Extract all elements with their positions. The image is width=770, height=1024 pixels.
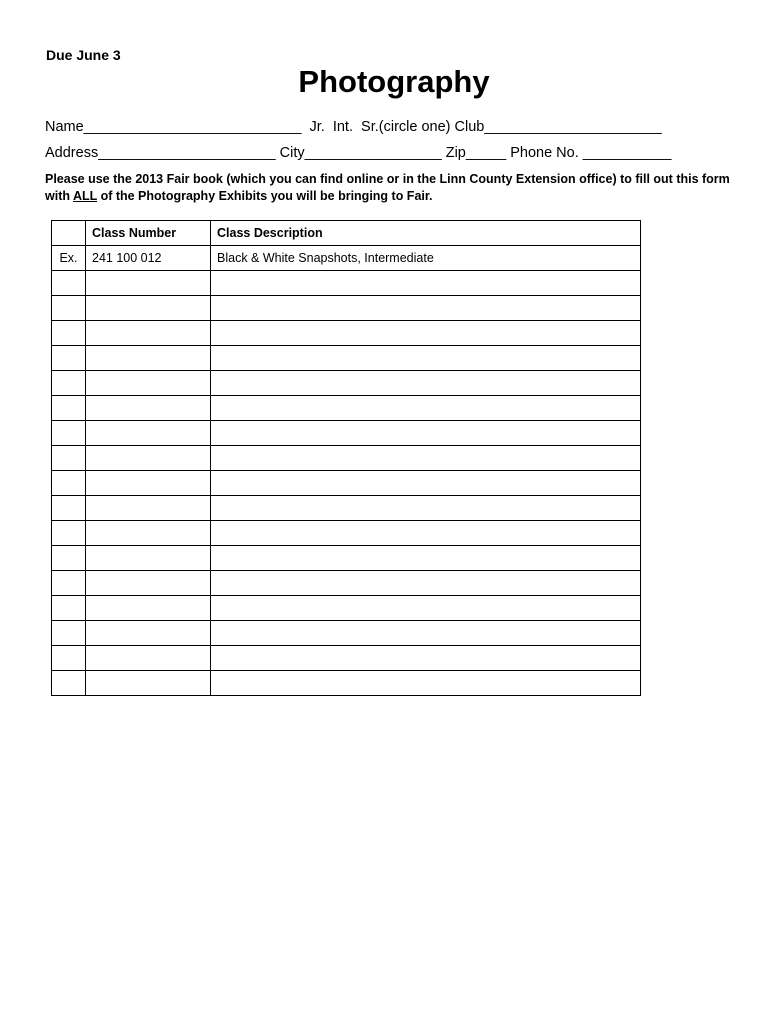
class-number-cell[interactable] (86, 271, 211, 296)
row-label-cell[interactable] (52, 621, 86, 646)
table-header-row (52, 221, 641, 246)
table-row (52, 421, 641, 446)
instructions (45, 171, 750, 205)
class-number-cell[interactable] (86, 496, 211, 521)
class-description-cell[interactable] (211, 521, 641, 546)
class-number-cell[interactable] (86, 446, 211, 471)
table-row (52, 496, 641, 521)
class-number-cell: 241 100 012 (86, 246, 211, 271)
row-label-cell[interactable] (52, 596, 86, 621)
class-description-cell[interactable] (211, 646, 641, 671)
class-description-cell[interactable] (211, 471, 641, 496)
class-description-cell[interactable] (211, 596, 641, 621)
exhibits-table (51, 220, 641, 696)
table-row (52, 446, 641, 471)
row-label-cell[interactable] (52, 346, 86, 371)
table-row (52, 646, 641, 671)
table-row (52, 671, 641, 696)
class-description-cell[interactable] (211, 396, 641, 421)
class-description-cell[interactable] (211, 321, 641, 346)
row-label-cell[interactable] (52, 671, 86, 696)
class-number-cell[interactable] (86, 521, 211, 546)
table-row (52, 321, 641, 346)
class-description-cell[interactable] (211, 296, 641, 321)
table-row (52, 396, 641, 421)
instructions-text-start: Please use the 2013 Fair book (which you can find online or in the Linn County Extension office) to fill out this form with (45, 172, 730, 203)
table-row (52, 596, 641, 621)
header-index (52, 221, 86, 246)
class-description-cell[interactable] (211, 446, 641, 471)
instructions-text-end: of the Photography Exhibits you will be bringing to Fair. (97, 189, 433, 203)
row-label-cell[interactable] (52, 521, 86, 546)
class-number-cell[interactable] (86, 371, 211, 396)
table-row (52, 371, 641, 396)
class-number-cell[interactable] (86, 646, 211, 671)
row-label-cell[interactable] (52, 496, 86, 521)
table-row (52, 621, 641, 646)
class-description-cell[interactable] (211, 271, 641, 296)
class-description-cell[interactable] (211, 671, 641, 696)
row-label-cell[interactable] (52, 471, 86, 496)
class-description-cell[interactable] (211, 346, 641, 371)
class-number-cell[interactable] (86, 346, 211, 371)
class-number-cell[interactable] (86, 546, 211, 571)
row-label-cell: Ex. (52, 246, 86, 271)
row-label-cell[interactable] (52, 296, 86, 321)
header-class-description: Class Description (211, 221, 641, 246)
table-row (52, 271, 641, 296)
class-number-cell[interactable] (86, 321, 211, 346)
row-label-cell[interactable] (52, 271, 86, 296)
class-description-cell[interactable] (211, 371, 641, 396)
class-number-cell[interactable] (86, 421, 211, 446)
row-label-cell[interactable] (52, 446, 86, 471)
name-club-line: Name___________________________ Jr. Int. Sr.(circle one) Club______________________ (45, 119, 662, 135)
class-number-cell[interactable] (86, 471, 211, 496)
class-description-cell[interactable] (211, 496, 641, 521)
class-number-cell[interactable] (86, 596, 211, 621)
class-description-cell: Black & White Snapshots, Intermediate (211, 246, 641, 271)
table-row (52, 346, 641, 371)
row-label-cell[interactable] (52, 546, 86, 571)
instructions-emphasis: ALL (73, 189, 98, 203)
row-label-cell[interactable] (52, 321, 86, 346)
class-number-cell[interactable] (86, 621, 211, 646)
table-row (52, 296, 641, 321)
table-row (52, 521, 641, 546)
table-body (52, 246, 641, 696)
page-title: Photography (298, 64, 490, 99)
class-description-cell[interactable] (211, 571, 641, 596)
row-label-cell[interactable] (52, 571, 86, 596)
row-label-cell[interactable] (52, 396, 86, 421)
row-label-cell[interactable] (52, 421, 86, 446)
row-label-cell[interactable] (52, 371, 86, 396)
example-row (52, 246, 641, 271)
header-class-number: Class Number (86, 221, 211, 246)
class-description-cell[interactable] (211, 546, 641, 571)
address-line: Address______________________ City_________________ Zip_____ Phone No. ___________ (45, 145, 672, 161)
row-label-cell[interactable] (52, 646, 86, 671)
class-description-cell[interactable] (211, 421, 641, 446)
due-date: Due June 3 (46, 47, 121, 63)
table-row (52, 471, 641, 496)
table-row (52, 571, 641, 596)
class-number-cell[interactable] (86, 671, 211, 696)
class-description-cell[interactable] (211, 621, 641, 646)
class-number-cell[interactable] (86, 571, 211, 596)
class-number-cell[interactable] (86, 296, 211, 321)
table-row (52, 546, 641, 571)
class-number-cell[interactable] (86, 396, 211, 421)
